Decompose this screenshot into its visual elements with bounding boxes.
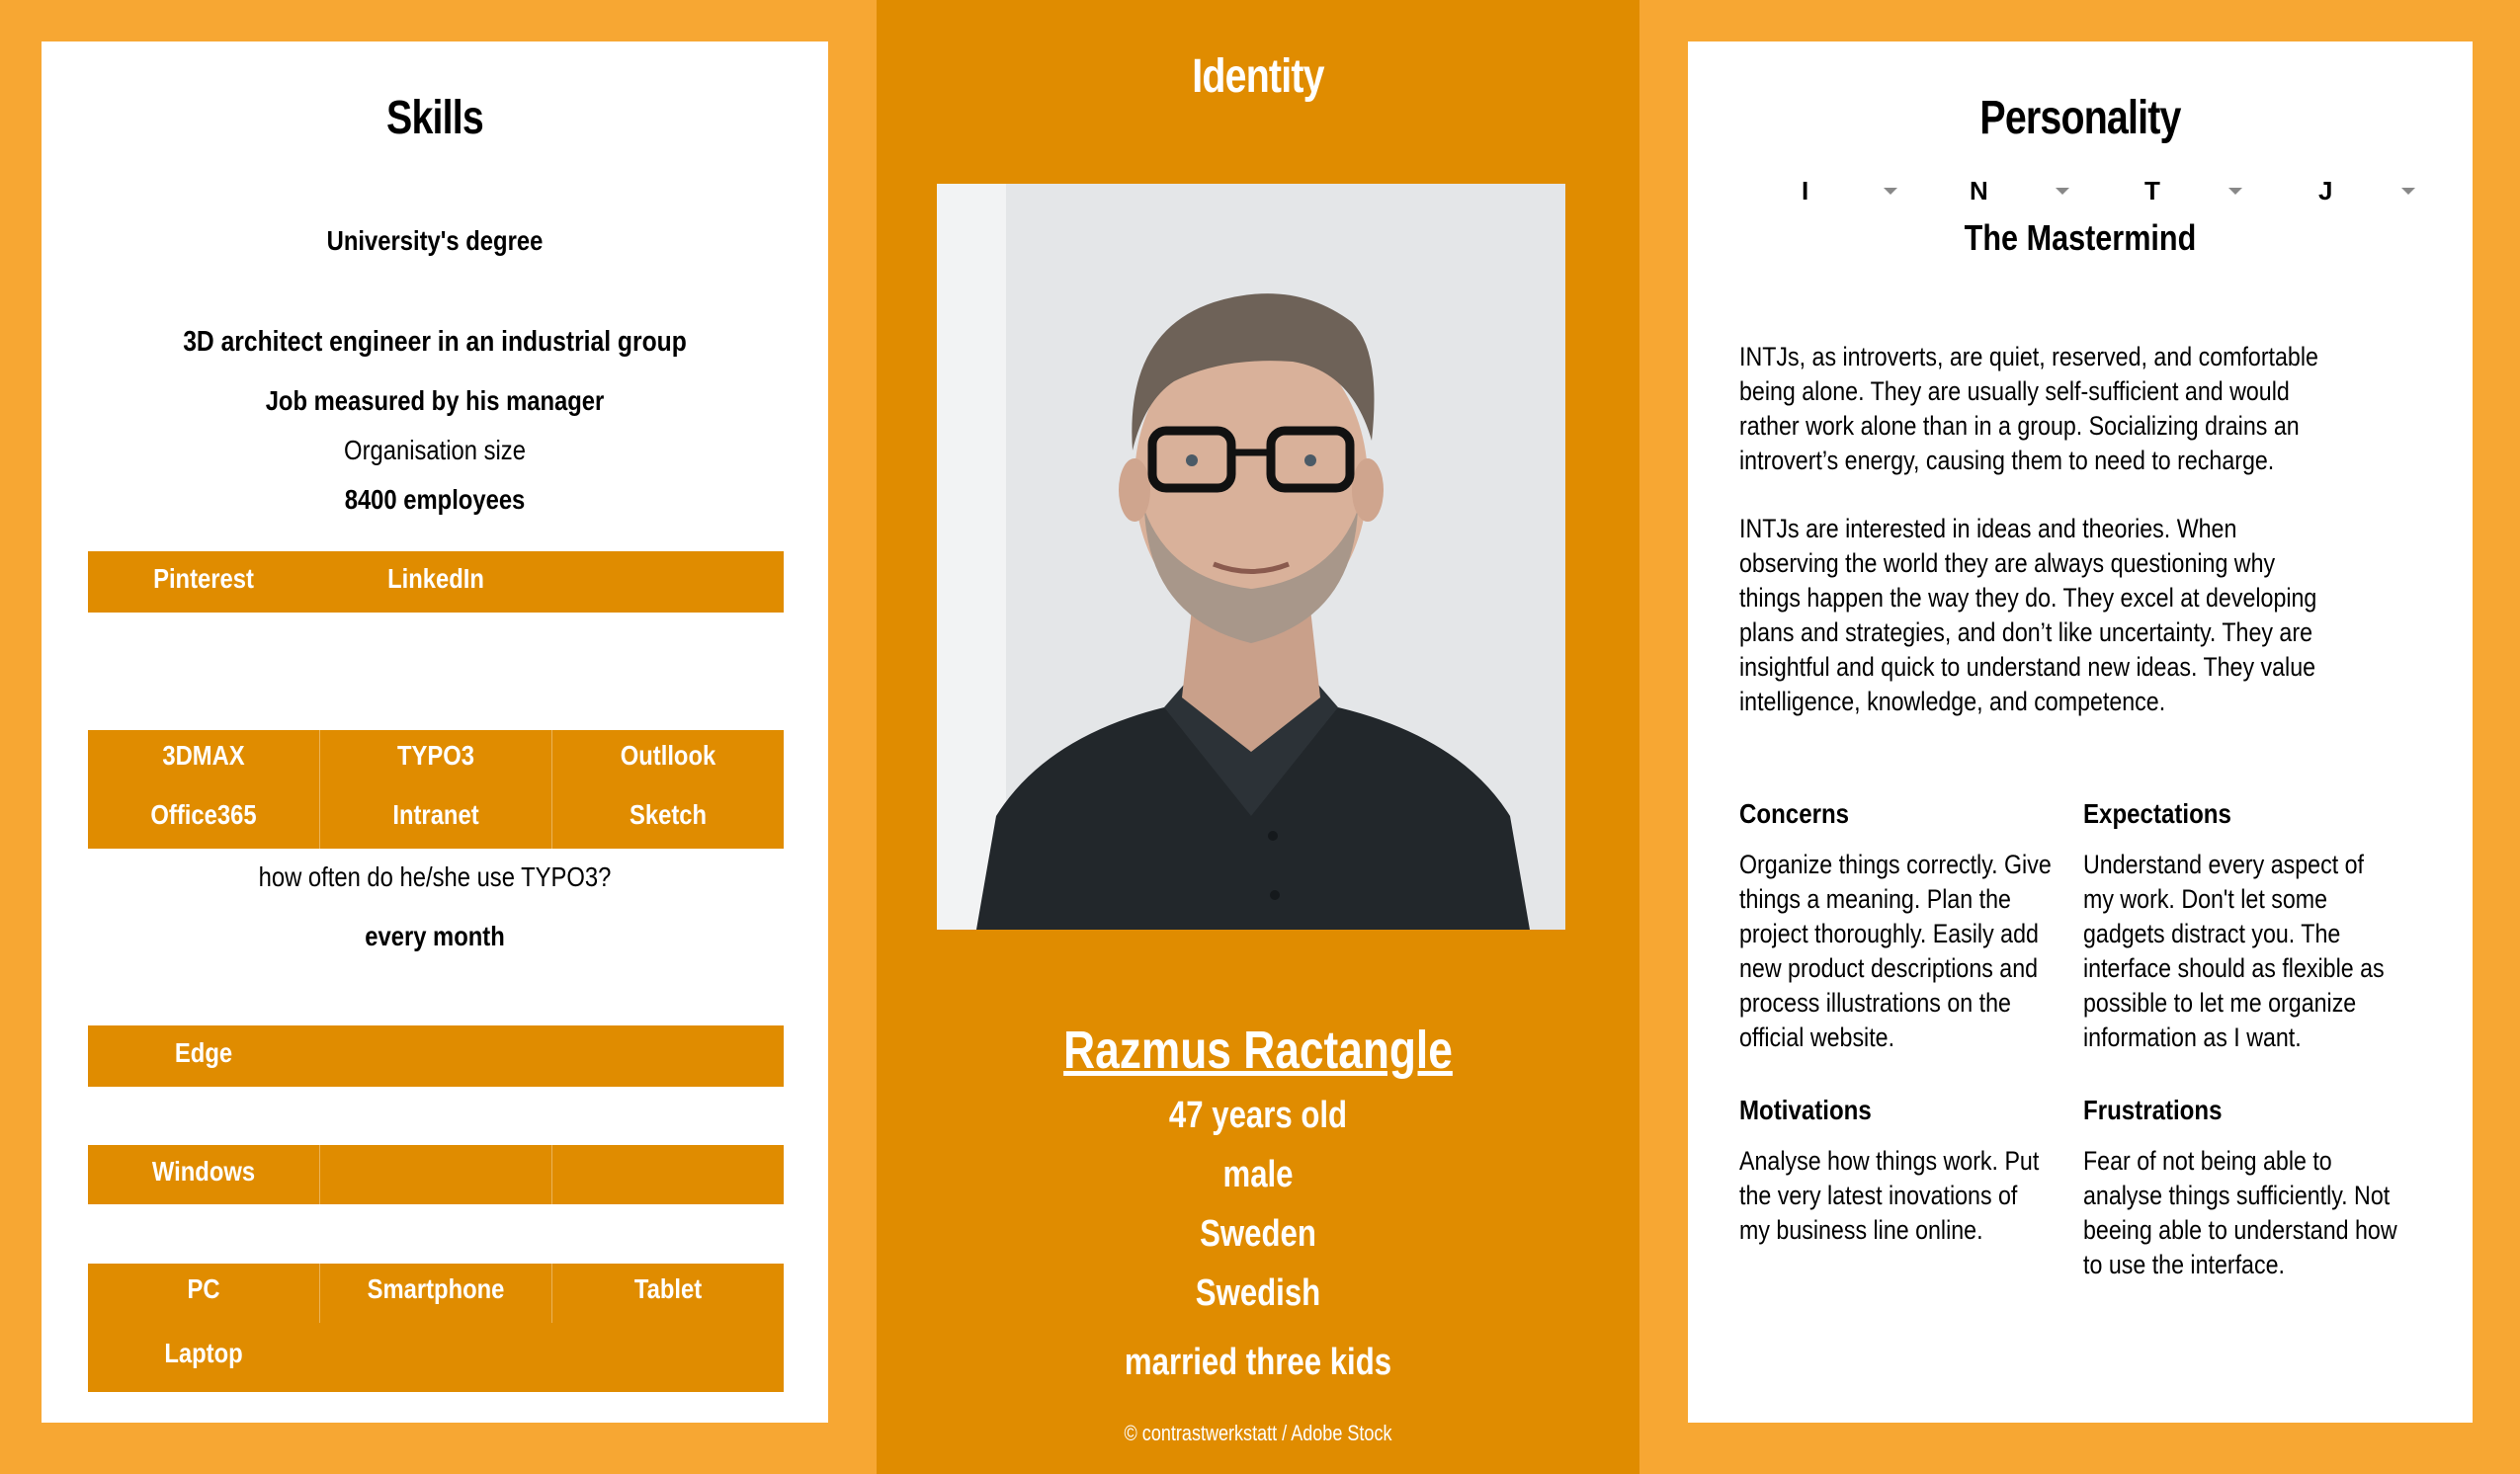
social-networks-bar: [88, 551, 784, 613]
browser-item: Edge: [174, 1037, 233, 1068]
persona-name: Razmus Ractangle: [1063, 1021, 1453, 1080]
persona-language: Swedish: [1195, 1272, 1321, 1314]
frustrations-text: Fear of not being able to analyse things sufficiently. Not beeing able to understand how to use the interface.: [2083, 1146, 2397, 1279]
devices-bar: [88, 1264, 784, 1392]
chevron-down-icon[interactable]: [2401, 188, 2415, 195]
browser-bar: [88, 1025, 784, 1087]
social-item: Pinterest: [153, 563, 254, 594]
personality-title: Personality: [1979, 92, 2181, 144]
tool-item: TYPO3: [396, 740, 475, 771]
skills-title: Skills: [386, 92, 483, 144]
personality-type-name: The Mastermind: [1964, 217, 2197, 258]
mbti-letter-t: T: [2144, 176, 2160, 205]
skills-panel: [42, 41, 828, 1423]
device-item: PC: [187, 1273, 220, 1304]
device-item: Tablet: [633, 1273, 703, 1304]
identity-panel: [877, 0, 1639, 1474]
divider: [551, 1145, 552, 1204]
personality-paragraph-2: INTJs are interested in ideas and theories. When observing the world they are always questioning why things happen the way they do. They excel at developing plans and strategies, and don’t like uncertainty. They are insightful and quick to understand new ideas. They value intelligence, knowledge, and competence.: [1739, 514, 2317, 716]
social-item: LinkedIn: [387, 563, 484, 594]
divider: [551, 730, 552, 849]
tool-item: Outllook: [620, 740, 716, 771]
divider: [551, 1264, 552, 1323]
chevron-down-icon[interactable]: [2056, 188, 2069, 195]
os-bar: [88, 1145, 784, 1204]
chevron-down-icon[interactable]: [1884, 188, 1897, 195]
motivations-heading: Motivations: [1739, 1095, 1872, 1125]
chevron-down-icon[interactable]: [2228, 188, 2242, 195]
org-size-label: Organisation size: [344, 435, 526, 465]
tool-item: Sketch: [629, 799, 708, 830]
job-measured: Job measured by his manager: [265, 385, 605, 416]
os-item: Windows: [151, 1156, 256, 1187]
persona-country: Sweden: [1200, 1213, 1316, 1255]
divider: [319, 730, 320, 849]
concerns-heading: Concerns: [1739, 798, 1850, 829]
personality-paragraph-1: INTJs, as introverts, are quiet, reserved, and comfortable being alone. They are usually self-sufficient and would rather work alone than in a group. Socializing drains an introvert’s energy, causing them to need to recharge.: [1739, 342, 2318, 475]
persona-family: married three kids: [1124, 1342, 1392, 1383]
tool-item: 3DMAX: [162, 740, 245, 771]
tool-item: Office365: [150, 799, 257, 830]
education: University's degree: [326, 225, 544, 256]
mbti-letter-i: I: [1802, 176, 1809, 205]
mbti-letter-n: N: [1970, 176, 1988, 205]
expectations-text: Understand every aspect of my work. Don't let some gadgets distract you. The interface should as flexible as possible to let me organize information as I want.: [2083, 850, 2385, 1052]
job-title: 3D architect engineer in an industrial group: [183, 326, 687, 358]
divider: [319, 1264, 320, 1323]
org-size-value: 8400 employees: [344, 484, 526, 515]
motivations-text: Analyse how things work. Put the very latest inovations of my business line online.: [1739, 1146, 2040, 1245]
concerns-text: Organize things correctly. Give things a meaning. Plan the project thoroughly. Easily add new product descriptions and process illustrations on the official website.: [1739, 850, 2052, 1052]
persona-age: 47 years old: [1168, 1095, 1348, 1136]
device-item: Laptop: [164, 1338, 243, 1368]
persona-photo: [937, 184, 1565, 930]
expectations-heading: Expectations: [2083, 798, 2231, 829]
frustrations-heading: Frustrations: [2083, 1095, 2223, 1125]
mbti-letter-j: J: [2318, 176, 2333, 205]
usage-question: how often do he/she use TYPO3?: [258, 861, 612, 892]
photo-credit: © contrastwerkstatt / Adobe Stock: [1124, 1421, 1392, 1445]
identity-title: Identity: [1192, 50, 1324, 103]
portrait-illustration: [937, 184, 1565, 930]
persona-gender: male: [1222, 1154, 1294, 1195]
personality-panel: [1688, 41, 2473, 1423]
usage-answer: every month: [365, 921, 505, 951]
tool-item: Intranet: [392, 799, 479, 830]
divider: [319, 1145, 320, 1204]
tools-bar: [88, 730, 784, 849]
device-item: Smartphone: [367, 1273, 505, 1304]
